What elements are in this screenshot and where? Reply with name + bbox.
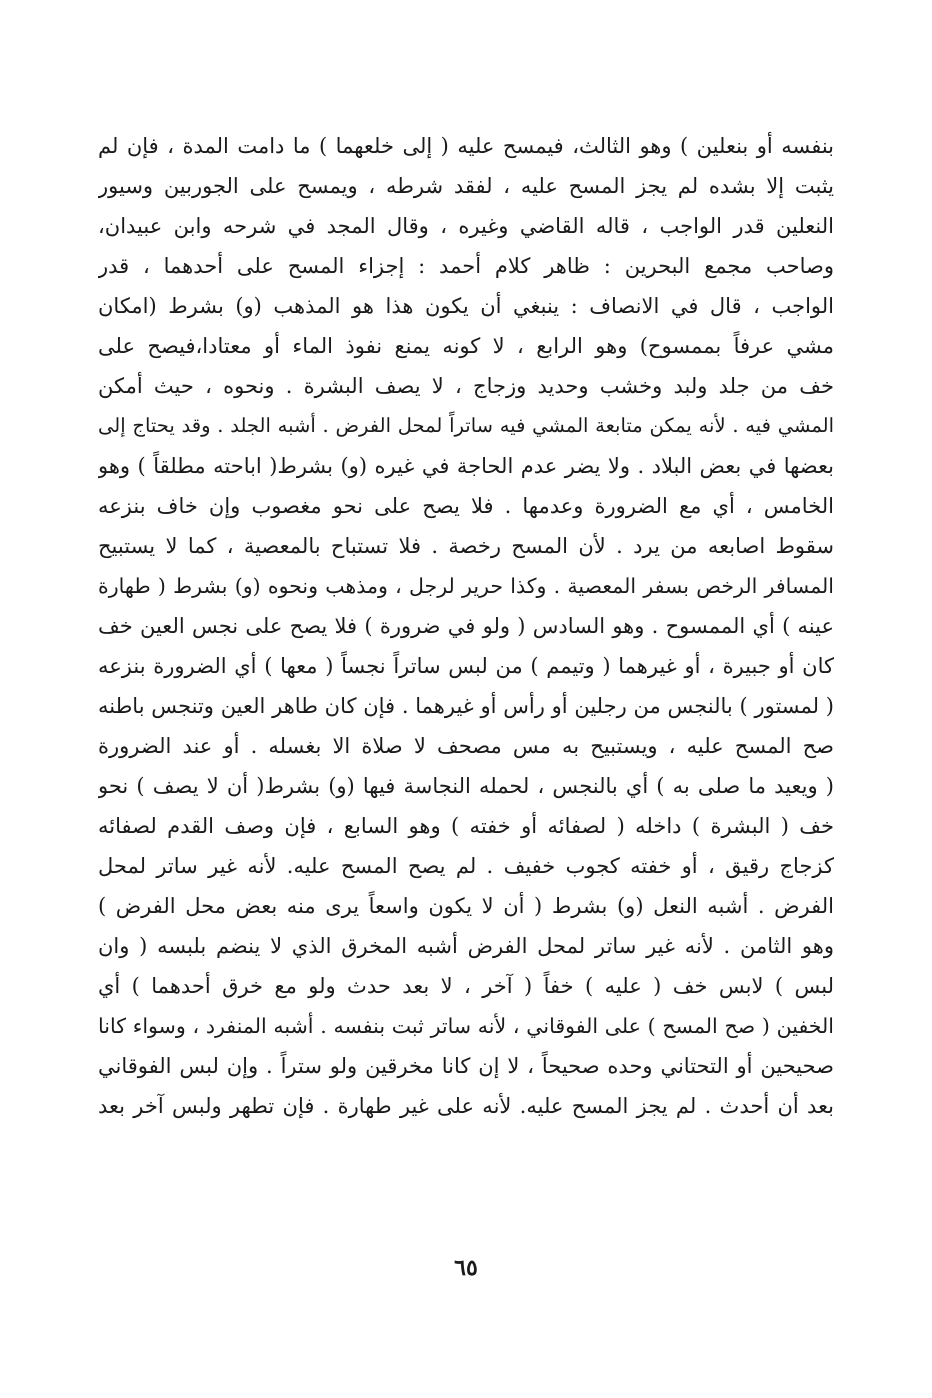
text-line: سقوط اصابعه من يرد . لأن المسح رخصة . فلا تستباح بالمعصية ، كما لا يستبيح bbox=[98, 534, 834, 558]
text-line: النعلين قدر الواجب ، قاله القاضي وغيره ، وقال المجد في شرحه وابن عبيدان، bbox=[98, 214, 834, 238]
text-line: الخامس ، أي مع الضرورة وعدمها . فلا يصح على نحو مغصوب وإن خاف بنزعه bbox=[98, 494, 834, 518]
text-line: بعضها في بعض البلاد . ولا يضر عدم الحاجة في غيره (و) بشرط( اباحته مطلقاً ) وهو bbox=[98, 454, 834, 478]
text-line: عينه ) أي الممسوح . وهو السادس ( ولو في ضرورة ) فلا يصح على نجس العين خف bbox=[98, 614, 834, 638]
text-line: خف من جلد ولبد وخشب وحديد وزجاج ، لا يصف البشرة . ونحوه ، حيث أمكن bbox=[98, 374, 834, 398]
body-text bbox=[98, 126, 834, 1126]
text-line: ( ويعيد ما صلى به ) أي بالنجس ، لحمله النجاسة فيها (و) بشرط( أن لا يصف ) نحو bbox=[98, 774, 834, 798]
text-line: صح المسح عليه ، ويستبيح به مس مصحف لا صلاة الا بغسله . أو عند الضرورة bbox=[98, 734, 834, 758]
text-line: المسافر الرخص بسفر المعصية . وكذا حرير لرجل ، ومذهب ونحوه (و) بشرط ( طهارة bbox=[98, 574, 834, 598]
page-number: ٦٥ bbox=[454, 1255, 478, 1281]
text-line: كان أو جبيرة ، أو غيرهما ( وتيمم ) من لبس ساتراً نجساً ( معها ) أي الضرورة بنزعه bbox=[98, 654, 834, 678]
text-line: وهو الثامن . لأنه غير ساتر لمحل الفرض أشبه المخرق الذي لا ينضم بلبسه ( وان bbox=[98, 934, 834, 958]
text-line: الخفين ( صح المسح ) على الفوقاني ، لأنه ساتر ثبت بنفسه . أشبه المنفرد ، وسواء كانا bbox=[98, 1014, 834, 1038]
text-line: المشي فيه . لأنه يمكن متابعة المشي فيه ساتراً لمحل الفرض . أشبه الجلد . وقد يحتاج إلى bbox=[98, 414, 834, 437]
text-line: خف ( البشرة ) داخله ( لصفائه أو خفته ) وهو السابع ، فإن وصف القدم لصفائه bbox=[98, 814, 834, 838]
text-line: الفرض . أشبه النعل (و) بشرط ( أن لا يكون واسعاً يرى منه بعض محل الفرض ) bbox=[98, 894, 834, 918]
text-line: لبس ) لابس خف ( عليه ) خفاً ( آخر ، لا بعد حدث ولو مع خرق أحدهما ) أي bbox=[98, 974, 834, 998]
text-line: وصاحب مجمع البحرين : ظاهر كلام أحمد : إجزاء المسح على أحدهما ، قدر bbox=[98, 254, 834, 278]
text-line: مشي عرفاً بممسوح) وهو الرابع ، لا كونه يمنع نفوذ الماء أو معتادا،فيصح على bbox=[98, 334, 834, 358]
text-line: يثبت إلا بشده لم يجز المسح عليه ، لفقد شرطه ، ويمسح على الجوربين وسيور bbox=[98, 174, 834, 198]
text-line: صحيحين أو التحتاني وحده صحيحاً ، لا إن كانا مخرقين ولو ستراً . وإن لبس الفوقاني bbox=[98, 1054, 834, 1078]
text-line: بعد أن أحدث . لم يجز المسح عليه. لأنه على غير طهارة . فإن تطهر ولبس آخر بعد bbox=[98, 1094, 834, 1118]
text-line: بنفسه أو بنعلين ) وهو الثالث، فيمسح عليه ( إلى خلعهما ) ما دامت المدة ، فإن لم bbox=[98, 134, 834, 158]
text-line: الواجب ، قال في الانصاف : ينبغي أن يكون هذا هو المذهب (و) بشرط (امكان bbox=[98, 294, 834, 318]
text-line: ( لمستور ) بالنجس من رجلين أو رأس أو غيرهما . فإن كان طاهر العين وتنجس باطنه bbox=[98, 694, 834, 718]
text-line: كزجاج رقيق ، أو خفته كجوب خفيف . لم يصح المسح عليه. لأنه غير ساتر لمحل bbox=[98, 854, 834, 878]
